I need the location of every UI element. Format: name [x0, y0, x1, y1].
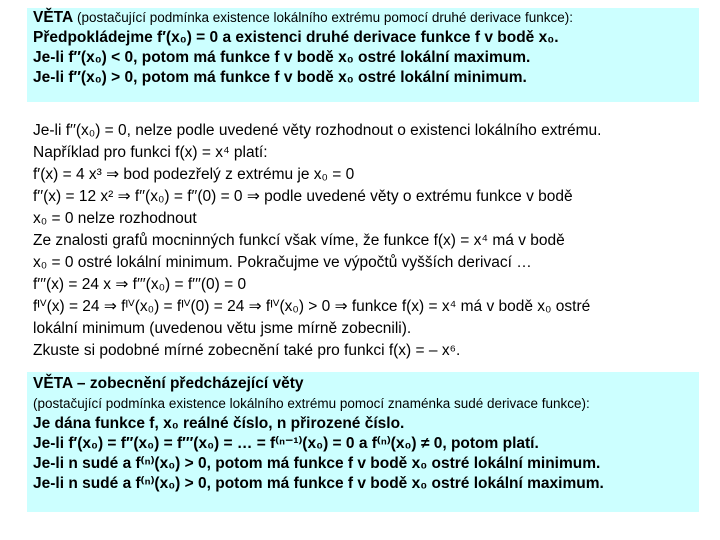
body-line-2: Například pro funkci f(x) = x⁴ platí:	[33, 144, 268, 161]
theorem2-line-3: Je-li n sudé a f⁽ⁿ⁾(x₀) > 0, potom má funkce f v bodě x₀ ostré lokální minimum.	[33, 455, 601, 472]
theorem-description: (postačující podmínka existence lokálního extrému pomocí druhé derivace funkce):	[73, 10, 573, 25]
theorem-label: VĚTA	[33, 9, 74, 26]
explanation-text	[33, 120, 703, 362]
theorem-line-2: Je-li f′′(x₀) < 0, potom má funkce f v bodě x₀ ostré lokální maximum.	[33, 49, 531, 66]
theorem-line-3: Je-li f′′(x₀) > 0, potom má funkce f v bodě x₀ ostré lokální minimum.	[33, 69, 527, 86]
theorem-line-1: Předpokládejme f′(x₀) = 0 a existenci druhé derivace funkce f v bodě x₀.	[33, 29, 559, 46]
theorem2-line-1: Je dána funkce f, x₀ reálné číslo, n přirozené číslo.	[33, 415, 405, 432]
body-line-5: x₀ = 0 nelze rozhodnout	[33, 210, 197, 227]
body-line-4: f′′(x) = 12 x² ⇒ f′′(x₀) = f′′(0) = 0 ⇒ podle uvedené věty o extrému funkce v bodě	[33, 188, 573, 205]
theorem-title-line	[33, 8, 693, 28]
theorem2-title-line	[33, 374, 693, 394]
theorem-box-second-derivative	[27, 8, 699, 102]
body-line-11: Zkuste si podobné mírné zobecnění také pro funkci f(x) = – x⁶.	[33, 342, 461, 359]
body-line-1: Je-li f′′(x₀) = 0, nelze podle uvedené věty rozhodnout o existenci lokálního extrému.	[33, 122, 602, 139]
body-line-3: f′(x) = 4 x³ ⇒ bod podezřelý z extrému je x₀ = 0	[33, 166, 355, 183]
body-line-8: f′′′(x) = 24 x ⇒ f′′′(x₀) = f′′′(0) = 0	[33, 276, 247, 293]
theorem2-label: VĚTA	[33, 375, 73, 392]
theorem2-title: – zobecnění předcházející věty	[72, 375, 304, 392]
body-line-10: lokální minimum (uvedenou větu jsme mírně zobecnili).	[33, 320, 412, 337]
theorem2-subtitle: (postačující podmínka existence lokálního extrému pomocí znaménka sudé derivace funkce):	[33, 396, 590, 411]
theorem2-line-4: Je-li n sudé a f⁽ⁿ⁾(x₀) > 0, potom má funkce f v bodě x₀ ostré lokální maximum.	[33, 475, 604, 492]
theorem2-line-2: Je-li f′(x₀) = f′′(x₀) = f′′′(x₀) = … = f⁽ⁿ⁻¹⁾(x₀) = 0 a f⁽ⁿ⁾(x₀) ≠ 0, potom platí.	[33, 435, 539, 452]
body-line-7: x₀ = 0 ostré lokální minimum. Pokračujme ve výpočtů vyšších derivací …	[33, 254, 532, 271]
body-line-9: fᴵⱽ(x) = 24 ⇒ fᴵⱽ(x₀) = fᴵⱽ(0) = 24 ⇒ fᴵⱽ(x₀) > 0 ⇒ funkce f(x) = x⁴ má v bodě x₀ ostré	[33, 298, 591, 315]
body-line-6: Ze znalosti grafů mocninných funkcí však víme, že funkce f(x) = x⁴ má v bodě	[33, 232, 565, 249]
theorem-box-generalization	[27, 372, 699, 512]
